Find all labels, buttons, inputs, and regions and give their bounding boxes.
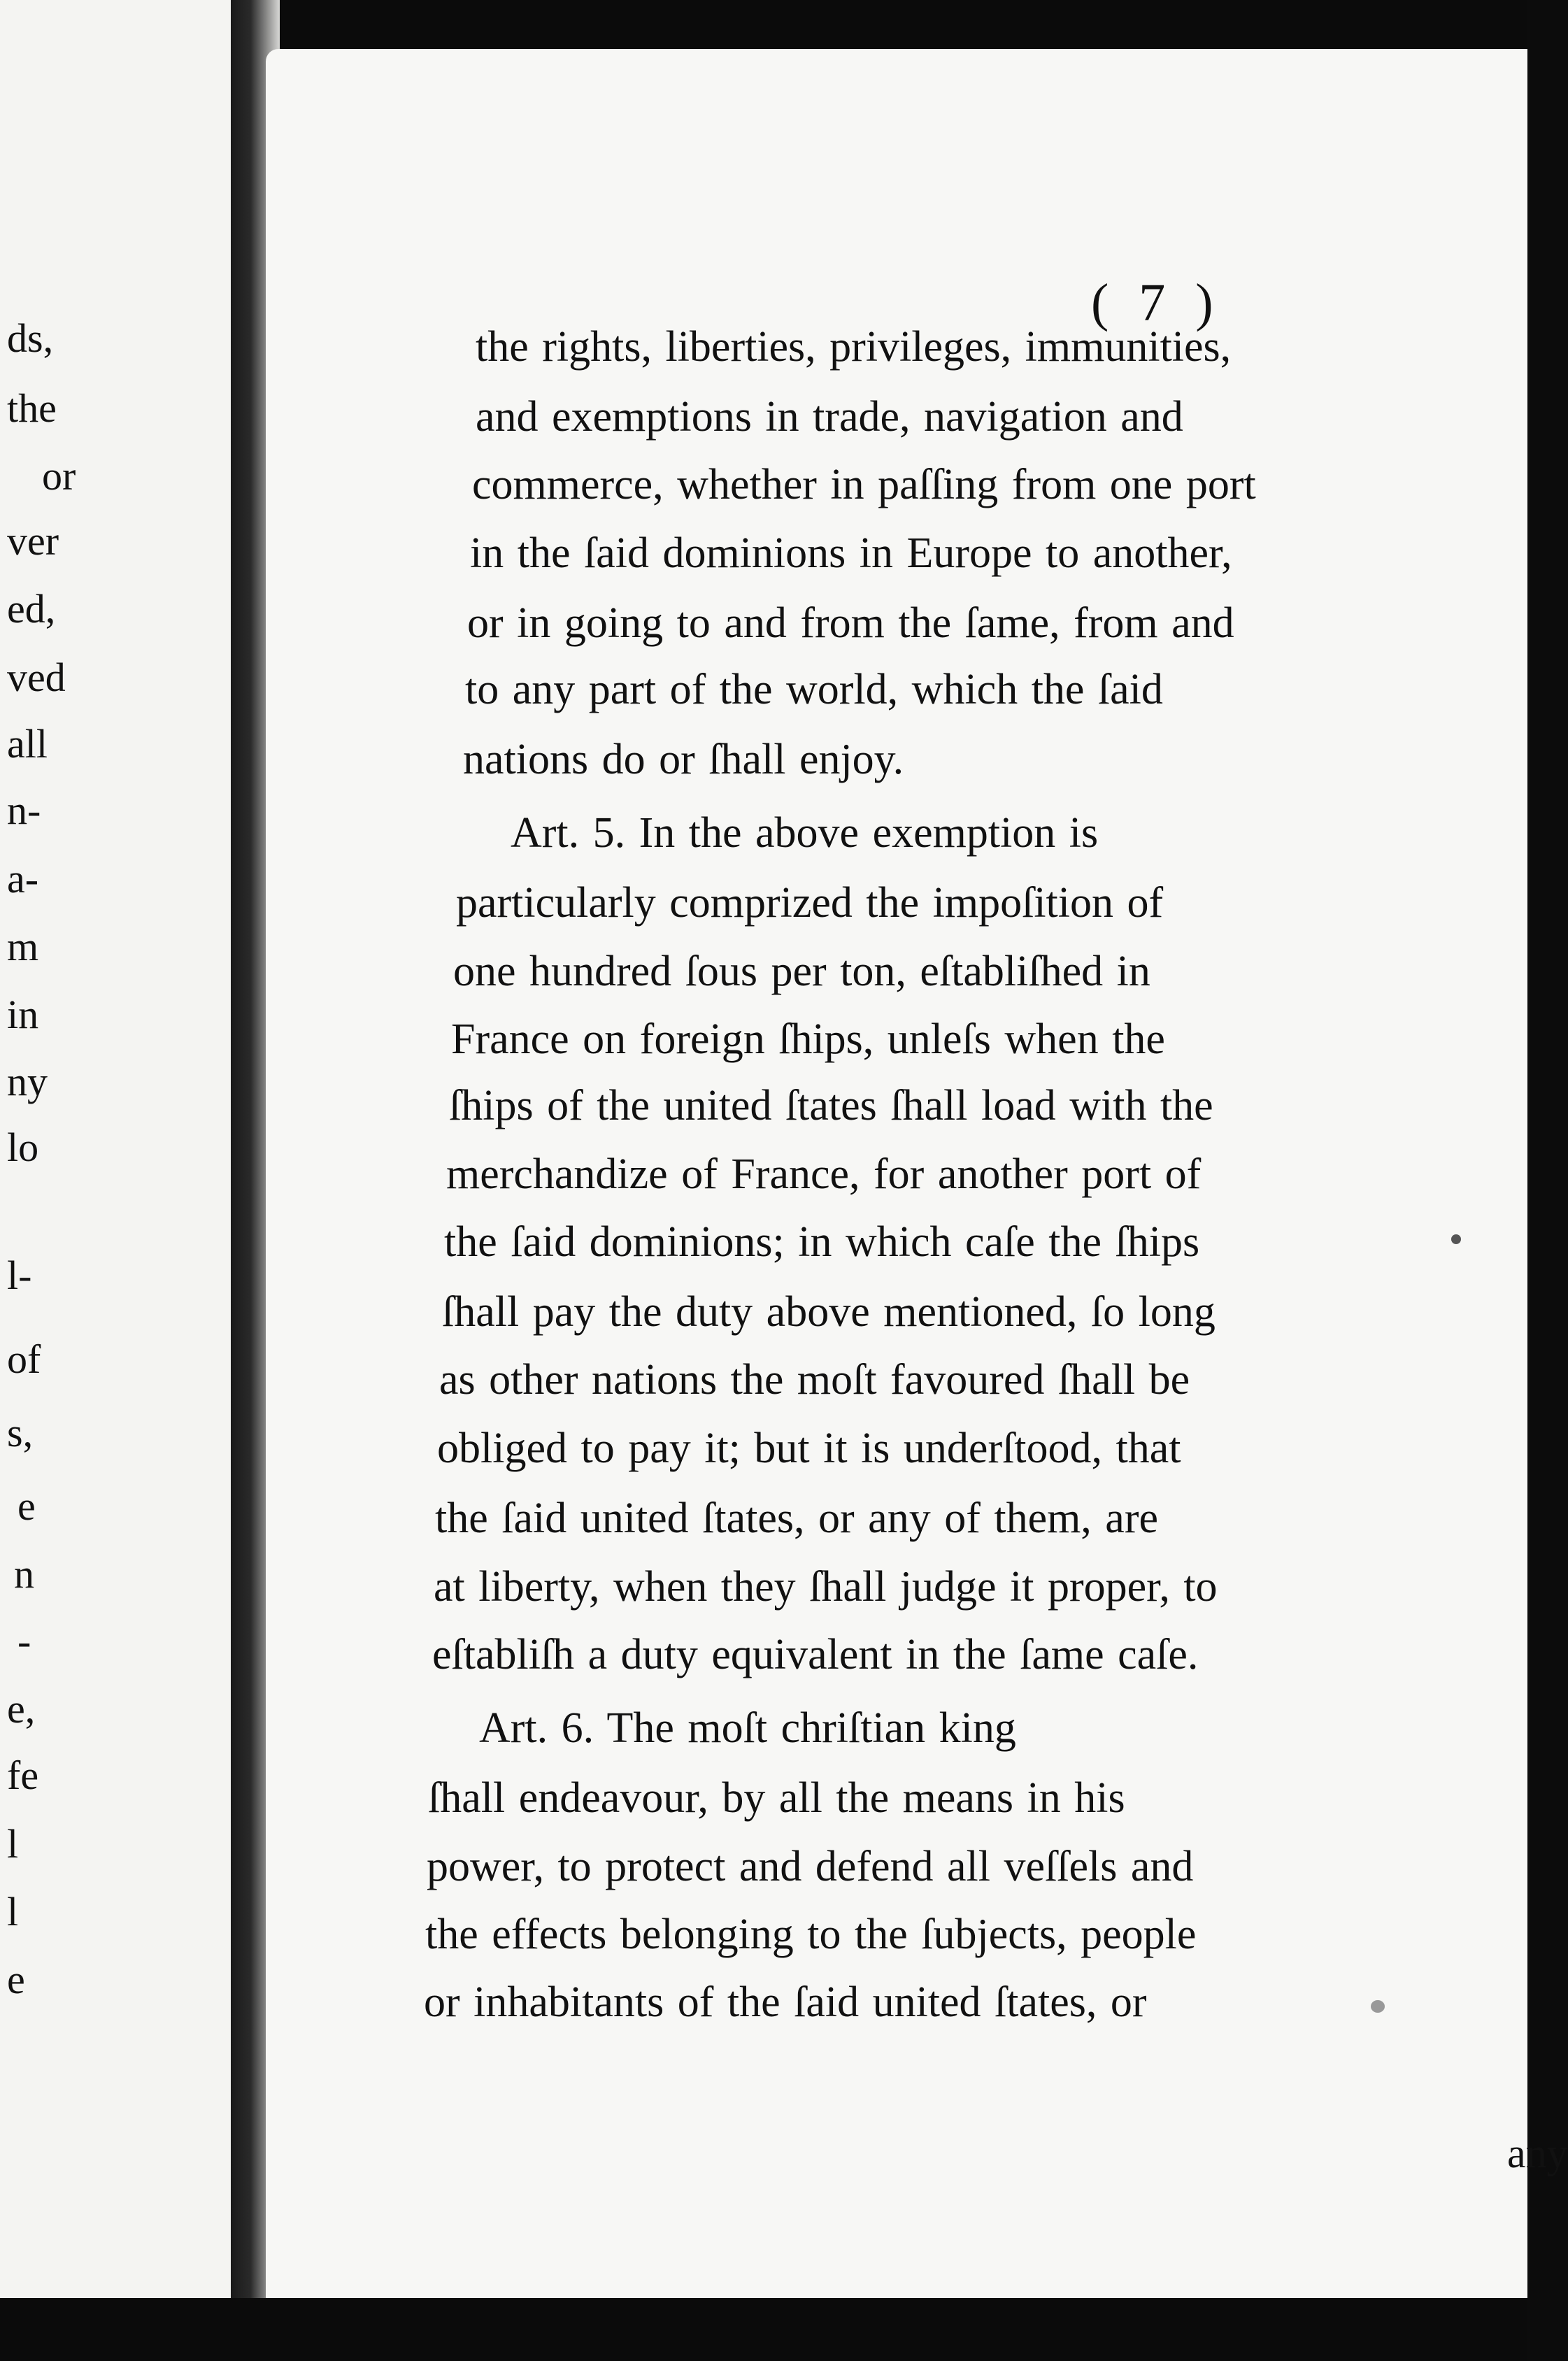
paper-speck — [1451, 1234, 1461, 1244]
catchword: any — [1507, 2130, 1568, 2176]
text-line: one hundred ſous per ton, eſtabliſhed in — [453, 948, 1150, 995]
left-page-fragment: l- — [7, 1253, 32, 1298]
text-line: ſhall endeavour, by all the means in his — [428, 1774, 1125, 1822]
text-line: commerce, whether in paſſing from one port — [472, 461, 1256, 508]
left-page-fragment: a- — [7, 856, 39, 901]
text-line: power, to protect and defend all veſſels and — [427, 1843, 1194, 1890]
text-line: the ſaid dominions; in which caſe the ſhips — [444, 1218, 1200, 1266]
text-line: and exemptions in trade, navigation and — [476, 393, 1183, 441]
left-page-fragment: m — [7, 924, 39, 969]
left-page-fragment: in — [7, 992, 39, 1037]
text-line: merchandize of France, for another port of — [446, 1150, 1202, 1198]
text-line: ſhall pay the duty above mentioned, ſo long — [442, 1288, 1216, 1336]
text-line: the rights, liberties, privileges, immunities, — [476, 323, 1232, 371]
left-page-fragment: of — [7, 1336, 41, 1382]
left-page-fragment: ver — [7, 518, 59, 564]
left-page-fragment: or — [42, 453, 76, 499]
left-page-fragment: the — [7, 385, 57, 431]
text-line: in the ſaid dominions in Europe to another, — [470, 529, 1232, 577]
left-page-fragment: e, — [7, 1686, 36, 1732]
text-line: the ſaid united ſtates, or any of them, are — [435, 1495, 1158, 1542]
left-page-fragment: all — [7, 721, 48, 766]
article-6-start: Art. 6. The moſt chriſtian king — [479, 1704, 1016, 1752]
page-number: ( 7 ) — [1091, 273, 1222, 332]
left-page-fragment: fe — [7, 1753, 39, 1798]
text-line: or in going to and from the ſame, from and — [467, 599, 1234, 647]
left-page-fragment: n- — [7, 787, 41, 833]
text-line: France on foreign ſhips, unleſs when the — [451, 1015, 1165, 1063]
previous-page-edge — [0, 0, 236, 2361]
text-line: to any part of the world, which the ſaid — [465, 666, 1163, 713]
scan-bottom-edge — [0, 2298, 1527, 2361]
left-page-fragment: e — [7, 1957, 25, 2002]
left-page-fragment: l — [7, 1889, 19, 1934]
text-line: particularly comprized the impoſition of — [456, 879, 1164, 927]
left-page-fragment: ved — [7, 655, 66, 700]
left-page-fragment: ny — [7, 1059, 48, 1104]
left-page-fragment: - — [17, 1618, 31, 1664]
left-page-fragment: l — [7, 1821, 19, 1867]
article-5-start: Art. 5. In the above exemption is — [511, 809, 1099, 857]
page-7 — [266, 49, 1568, 2301]
left-page-fragment: lo — [7, 1125, 39, 1170]
left-page-fragment: e — [17, 1483, 36, 1529]
text-line: nations do or ſhall enjoy. — [463, 736, 904, 783]
text-line: eſtabliſh a duty equivalent in the ſame caſe. — [432, 1631, 1199, 1678]
text-line: or inhabitants of the ſaid united ſtates, or — [424, 1978, 1147, 2026]
text-line: at liberty, when they ſhall judge it proper, to — [434, 1563, 1218, 1611]
left-page-fragment: ds, — [7, 315, 54, 361]
left-page-fragment: ed, — [7, 586, 56, 632]
paper-speck — [1371, 2000, 1385, 2013]
text-line: obliged to pay it; but it is underſtood, that — [437, 1425, 1181, 1472]
text-line: the effects belonging to the ſubjects, people — [425, 1911, 1197, 1958]
left-page-fragment: n — [14, 1551, 34, 1597]
left-page-fragment: s, — [7, 1410, 34, 1455]
text-line: as other nations the moſt favoured ſhall be — [439, 1356, 1190, 1404]
text-line: ſhips of the united ſtates ſhall load with the — [449, 1082, 1213, 1129]
